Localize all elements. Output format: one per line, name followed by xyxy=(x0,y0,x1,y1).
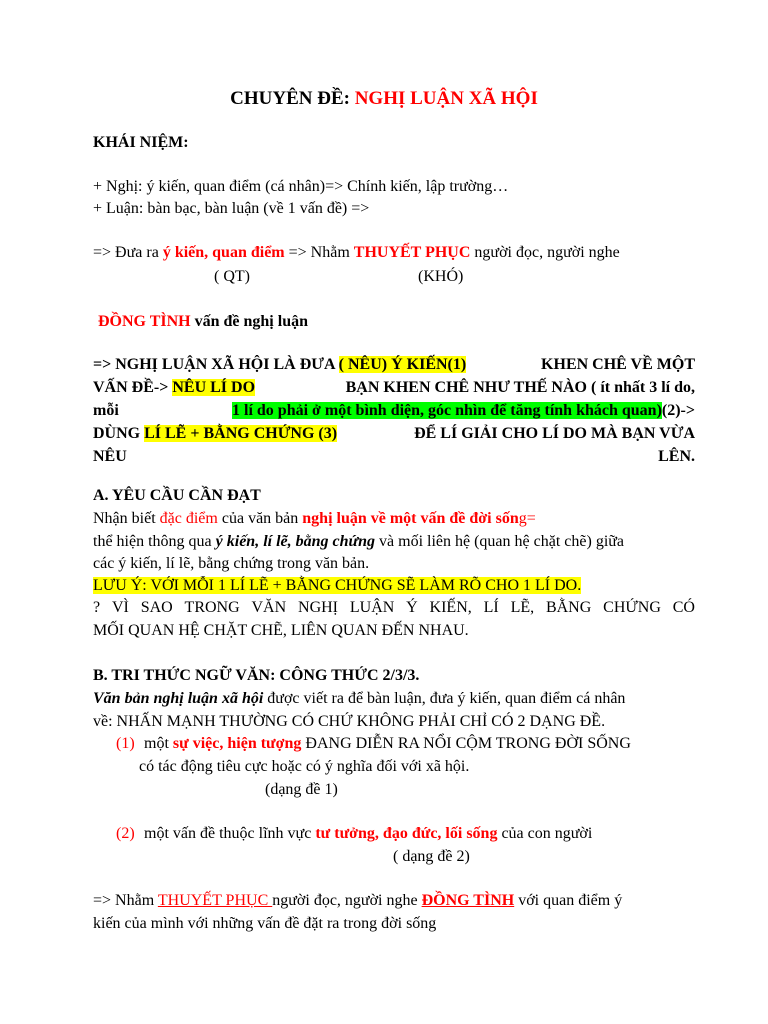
kho-note: (KHÓ) xyxy=(418,268,464,285)
conclusion-line-1: => Nhằm THUYẾT PHỤC người đọc, người nghe ĐỒNG TÌNH với quan điểm ý xyxy=(93,892,623,909)
definition-line-2: VẤN ĐỀ-> NÊU LÍ DO BẠN KHEN CHÊ NHƯ THẾ NÀO ( ít nhất 3 lí do, xyxy=(93,379,695,396)
section-a-line-1: Nhận biết đặc điểm của văn bản nghị luận về một vấn đề đời sống= xyxy=(93,510,536,527)
section-a-question-2: MỐI QUAN HỆ CHẶT CHẼ, LIÊN QUAN ĐẾN NHAU. xyxy=(93,622,469,639)
dong-tinh-line: ĐỒNG TÌNH vấn đề nghị luận xyxy=(98,313,308,330)
luan-definition: + Luận: bàn bạc, bàn luận (về 1 vấn đề) => xyxy=(93,200,370,217)
section-a-note: LƯU Ý: VỚI MỖI 1 LÍ LẼ + BẰNG CHỨNG SẼ LÀM RÕ CHO 1 LÍ DO. xyxy=(93,577,582,594)
section-b-heading: B. TRI THỨC NGỮ VĂN: CÔNG THỨC 2/3/3. xyxy=(93,667,420,684)
item-2-note: ( dạng đề 2) xyxy=(393,848,470,865)
section-b-line-1: Văn bản nghị luận xã hội được viết ra để bàn luận, đưa ý kiến, quan điểm cá nhân xyxy=(93,690,626,707)
section-a-question-1: ? VÌ SAO TRONG VĂN NGHỊ LUẬN Ý KIẾN, LÍ LẼ, BẰNG CHỨNG CÓ xyxy=(93,599,695,616)
definition-line-4: DÙNG LÍ LẼ + BẰNG CHỨNG (3) ĐỂ LÍ GIẢI CHO LÍ DO MÀ BẠN VỪA xyxy=(93,425,695,442)
section-a-line-2: thể hiện thông qua ý kiến, lí lẽ, bằng chứng và mối liên hệ (quan hệ chặt chẽ) giữa xyxy=(93,533,625,550)
item-1-number: (1) xyxy=(116,735,135,752)
nghi-definition: + Nghị: ý kiến, quan điểm (cá nhân)=> Chính kiến, lập trường… xyxy=(93,178,509,195)
conclusion-line-2: kiến của mình với những vấn đề đặt ra trong đời sống xyxy=(93,915,437,932)
khai-niem-heading: KHÁI NIỆM: xyxy=(93,134,189,151)
definition-line-5: NÊU LÊN. xyxy=(93,448,695,465)
section-b-line-2: về: NHẤN MẠNH THƯỜNG CÓ CHỨ KHÔNG PHẢI CHỈ CÓ 2 DẠNG ĐỀ. xyxy=(93,713,606,730)
section-a-heading: A. YÊU CẦU CẦN ĐẠT xyxy=(93,487,261,504)
item-1-text: một sự việc, hiện tượng ĐANG DIỄN RA NỔI CỘM TRONG ĐỜI SỐNG xyxy=(144,735,631,752)
qt-note: ( QT) xyxy=(214,268,250,285)
page-title: CHUYÊN ĐỀ: NGHỊ LUẬN XÃ HỘI xyxy=(230,88,538,109)
item-1-line-2: có tác động tiêu cực hoặc có ý nghĩa đối với xã hội. xyxy=(139,758,470,775)
item-2-text: một vấn đề thuộc lĩnh vực tư tưởng, đạo đức, lối sống của con người xyxy=(144,825,593,842)
purpose-line: => Đưa ra ý kiến, quan điểm => Nhằm THUYẾT PHỤC người đọc, người nghe xyxy=(93,244,620,261)
definition-line-1: => NGHỊ LUẬN XÃ HỘI LÀ ĐƯA ( NÊU) Ý KIẾN(1) KHEN CHÊ VỀ MỘT xyxy=(93,356,695,373)
definition-line-3: mỗi 1 lí do phải ở một bình diện, góc nhìn để tăng tính khách quan)(2)-> xyxy=(93,402,695,419)
section-a-line-3: các ý kiến, lí lẽ, bằng chứng trong văn bản. xyxy=(93,555,370,572)
item-2-number: (2) xyxy=(116,825,135,842)
item-1-note: (dạng đề 1) xyxy=(265,781,338,798)
